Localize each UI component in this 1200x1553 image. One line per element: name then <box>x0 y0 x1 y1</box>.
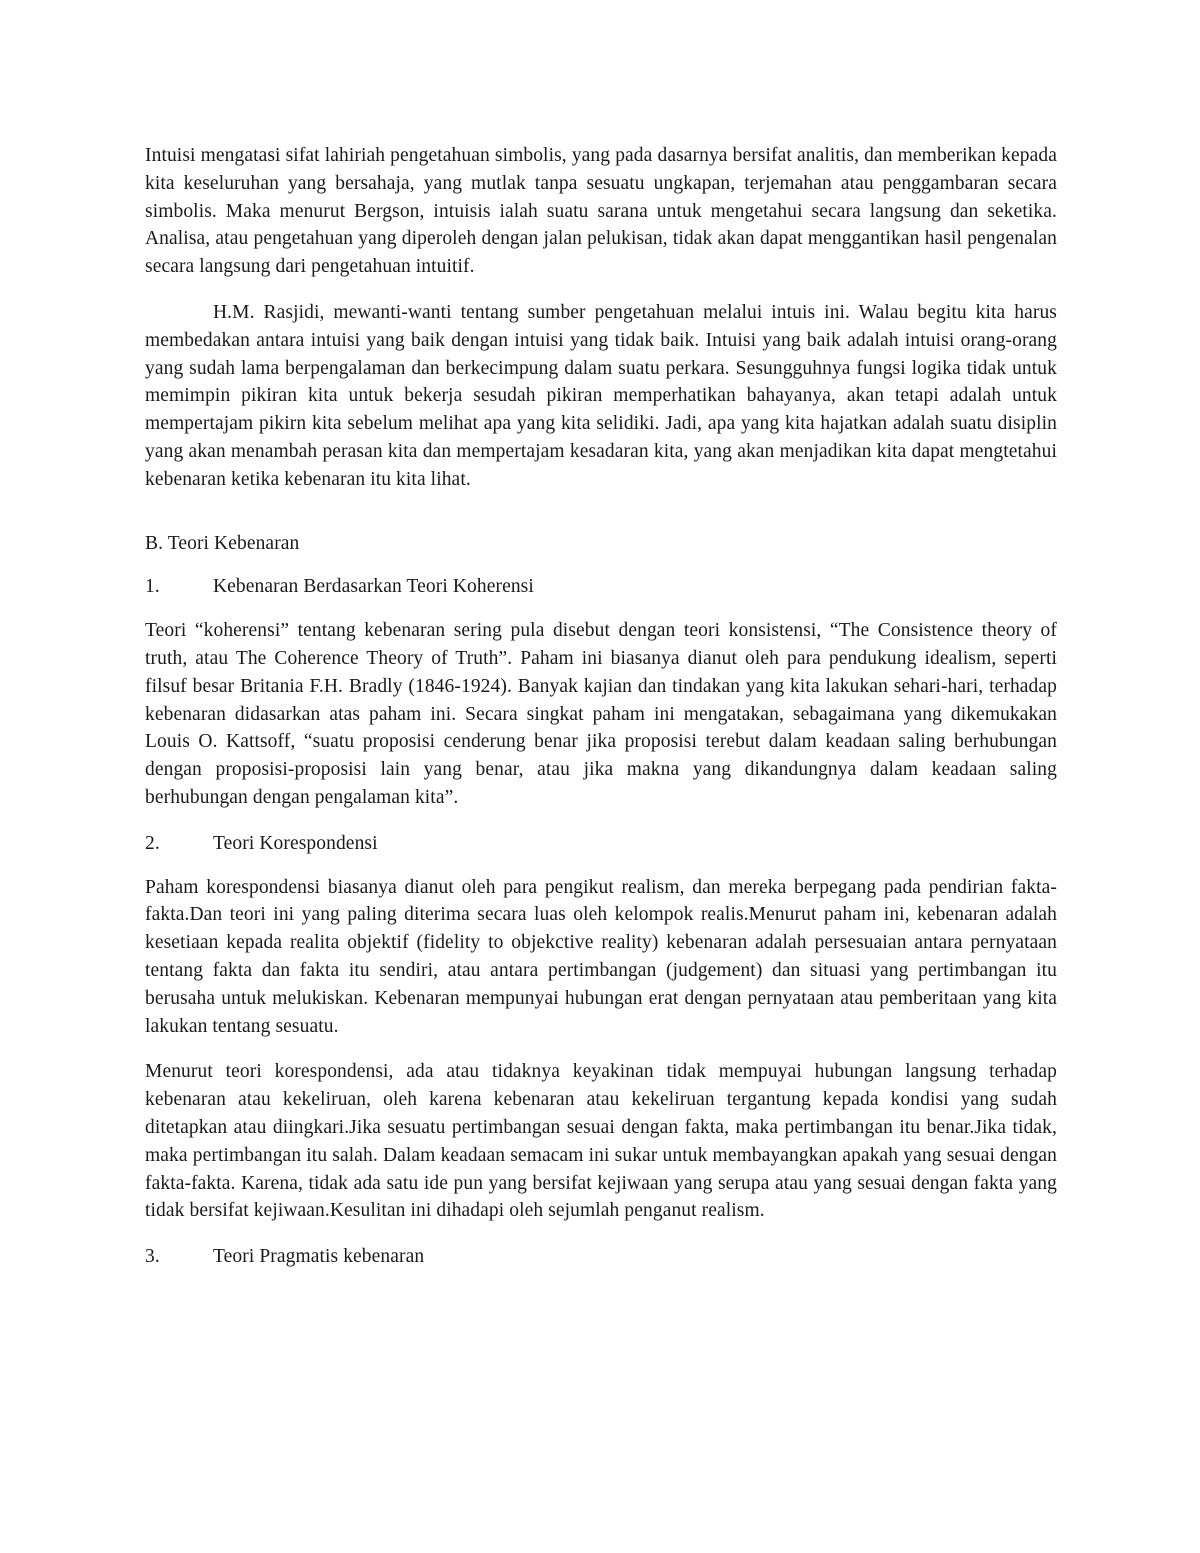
document-page <box>145 142 1057 1287</box>
subheading-title: Teori Pragmatis kebenaran <box>213 1246 425 1268</box>
subheading-number: 1. <box>145 576 160 598</box>
subheading-title: Teori Korespondensi <box>213 832 378 854</box>
paragraph-rasjidi: H.M. Rasjidi, mewanti-wanti tentang sumber pengetahuan melalui intuis ini. Walau begitu kita harus membedakan antara intuisi yang baik dengan intuisi yang tidak baik. Intuisi yang baik adalah intuisi orang-orang yang sudah lama berpengalaman dan berkecimpung dalam suatu perkara. Sesungguhnya fungsi logika tidak untuk memimpin pikiran kita untuk bekerja sesudah pikiran memperhatikan bahayanya, akan tetapi adalah untuk mempertajam pikirn kita sebelum melihat apa yang kita selidiki. Jadi, apa yang kita hajatkan adalah suatu disiplin yang akan menambah perasan kita dan mempertajam kesadaran kita, yang akan menjadikan kita dapat mengtetahui kebenaran ketika kebenaran itu kita lihat. <box>145 301 1057 490</box>
paragraph-korespondensi-2: Menurut teori korespondensi, ada atau tidaknya keyakinan tidak mempuyai hubungan langsung terhadap kebenaran atau kekeliruan, oleh karena kebenaran atau kekeliruan tergantung kepada kondisi yang sudah ditetapkan atau diingkari.Jika sesuatu pertimbangan sesuai dengan fakta, maka pertimbangan itu benar.Jika tidak, maka pertimbangan itu salah. Dalam keadaan semacam ini sukar untuk membayangkan apakah yang sesuai dengan fakta-fakta. Karena, tidak ada satu ide pun yang bersifat kejiwaan yang serupa atau yang sesuai dengan fakta yang tidak bersifat kejiwaan.Kesulitan ini dihadapi oleh sejumlah penganut realism. <box>145 1061 1057 1222</box>
subheading-title: Kebenaran Berdasarkan Teori Koherensi <box>213 576 534 598</box>
paragraph-intuisi: Intuisi mengatasi sifat lahiriah pengetahuan simbolis, yang pada dasarnya bersifat analitis, dan memberikan kepada kita keseluruhan yang bersahaja, yang mutlak tanpa sesuatu ungkapan, terjemahan atau penggambaran secara simbolis. Maka menurut Bergson, intuisis ialah suatu sarana untuk mengetahui secara langsung dan seketika. Analisa, atau pengetahuan yang diperoleh dengan jalan pelukisan, tidak akan dapat menggantikan hasil pengenalan secara langsung dari pengetahuan intuitif. <box>145 145 1057 278</box>
subheading-number: 3. <box>145 1246 160 1268</box>
paragraph-koherensi: Teori “koherensi” tentang kebenaran sering pula disebut dengan teori konsistensi, “The Consistence theory of truth, atau The Coherence Theory of Truth”. Paham ini biasanya dianut oleh para pendukung idealism, seperti filsuf besar Britania F.H. Bradly (1846-1924). Banyak kajian dan tindakan yang kita lakukan sehari-hari, terhadap kebenaran didasarkan atas paham ini. Secara singkat paham ini mengatakan, sebagaimana yang dikemukakan Louis O. Kattsoff, “suatu proposisi cenderung benar jika proposisi terebut dalam keadaan saling berhubungan dengan proposisi-proposisi lain yang benar, atau jika makna yang dikandungnya dalam keadaan saling berhubungan dengan pengalaman kita”. <box>145 620 1057 808</box>
paragraph-korespondensi-1: Paham korespondensi biasanya dianut oleh para pengikut realism, dan mereka berpegang pada pendirian fakta-fakta.Dan teori ini yang paling diterima secara luas oleh kelompok realis.Menurut paham ini, kebenaran adalah kesetiaan kepada realita objektif (fidelity to objekctive reality) kebenaran adalah persesuaian antara pernyataan tentang fakta dan fakta itu sendiri, atau antara pertimbangan (judgement) dan situasi yang pertimbangan itu berusaha untuk melukiskan. Kebenaran mempunyai hubungan erat dengan pernyataan atau pemberitaan yang kita lakukan tentang sesuatu. <box>145 876 1057 1037</box>
subheading-number: 2. <box>145 832 160 854</box>
subheading-koherensi <box>145 573 1057 601</box>
subheading-korespondensi <box>145 830 1057 858</box>
subheading-pragmatis <box>145 1243 1057 1271</box>
section-heading-teori-kebenaran: B. Teori Kebenaran <box>145 532 300 554</box>
